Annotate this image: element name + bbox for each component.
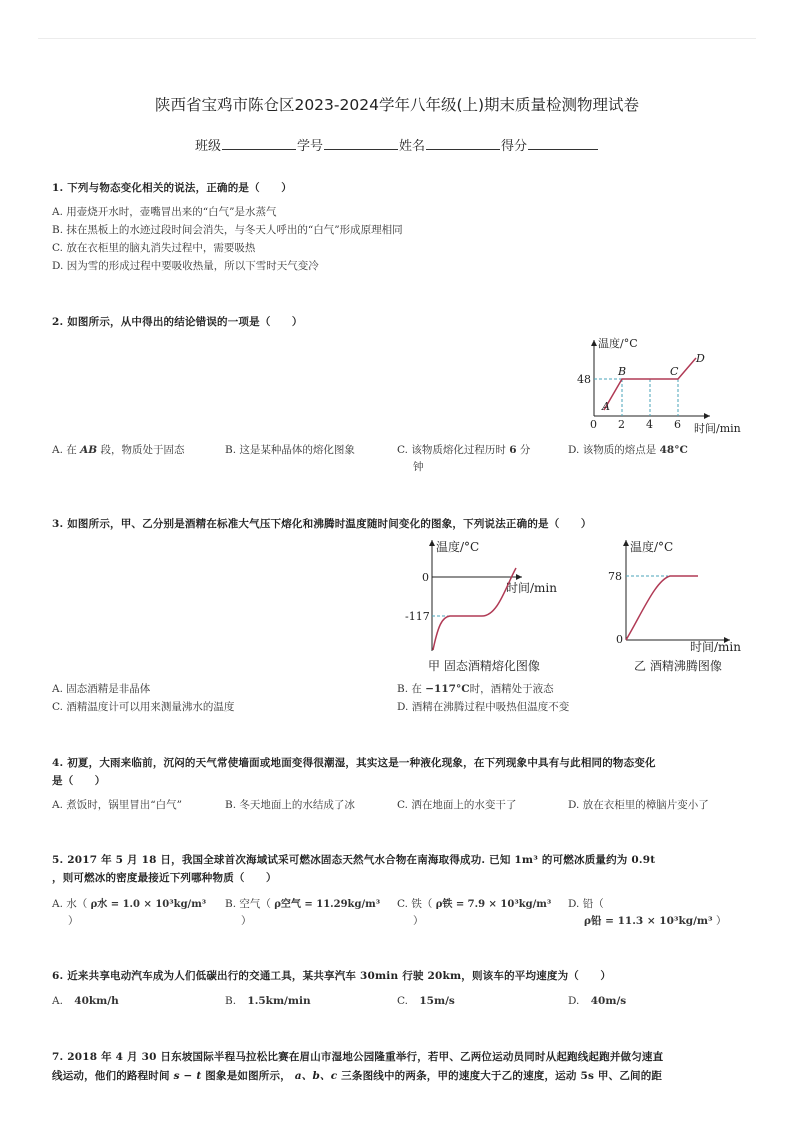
q5-b-math: ρ空气 = 11.29kg/m³ — [274, 899, 381, 910]
q2-x-tick-0: 0 — [590, 418, 597, 431]
q7-stem-line2 — [52, 1068, 662, 1083]
q6-option-b[interactable] — [225, 993, 311, 1010]
q5-b-close: ） — [241, 915, 252, 927]
q7-text-4: 甲、乙间的距 — [597, 1070, 663, 1082]
q3-b-text-2: 时，酒精处于液态 — [469, 683, 554, 695]
q2-stem: 2. 如图所示，从中得出的结论错误的一项是（ ） — [52, 316, 303, 328]
q6-stem-text-3: ，则该车的平均速度为（ ） — [461, 970, 612, 982]
q4-option-c[interactable]: C. 洒在地面上的水变干了 — [397, 799, 517, 811]
q3b-caption: 乙 酒精沸腾图像 — [634, 659, 722, 673]
q2-point-d: D — [696, 352, 705, 365]
id-label: 学号 — [296, 139, 323, 154]
q6-stem-math-1: 30min — [359, 970, 399, 982]
q2-y-label: 温度/°C — [598, 337, 638, 350]
q5-a-close: ） — [68, 915, 79, 927]
q2-melting-graph — [560, 332, 760, 438]
q6-d-label: D. — [568, 995, 580, 1007]
q6-option-d[interactable] — [568, 993, 626, 1010]
q2-option-a[interactable] — [52, 442, 184, 459]
q7-stem-line1: 7. 2018 年 4 月 30 日东坡国际半程马拉松比赛在眉山市湿地公园隆重举行，若甲、乙两位运动员同时从起跑线起跑并做匀速直 — [52, 1051, 664, 1063]
q5-a-math: ρ水 = 1.0 × 10³kg/m³ — [90, 899, 207, 910]
q6-stem — [52, 968, 611, 983]
q5-d-close: ） — [716, 915, 727, 927]
q6-a-value: 40km/h — [74, 995, 119, 1007]
q5-d-math: ρ铅 = 11.3 × 10³kg/m³ — [584, 915, 713, 927]
q2-option-d[interactable] — [568, 442, 688, 459]
id-blank[interactable] — [324, 137, 398, 150]
q2-x-tick-4: 4 — [646, 418, 653, 431]
q6-option-c[interactable] — [397, 993, 455, 1010]
name-label: 姓名 — [399, 139, 426, 154]
q2-c-math: 6 — [509, 444, 517, 456]
q3-graph-boiling — [598, 536, 758, 678]
q5-a-text: A. 水（ — [52, 898, 88, 910]
q6-b-value: 1.5km/min — [247, 995, 311, 1007]
q7-text-2: 图象是如图所示， — [205, 1070, 291, 1082]
q2-c-text-2: 分 — [519, 444, 531, 456]
q5-stem-math-2: 0.9t — [631, 854, 656, 866]
q5-b-text: B. 空气（ — [225, 898, 271, 910]
q3b-y-label: 温度/°C — [630, 540, 674, 554]
q5-d-text: D. 铅（ — [568, 898, 604, 910]
q3a-tick-melt: -117 — [405, 610, 430, 623]
q5-stem-text: 5. 2017 年 5 月 18 日，我国全球首次海域试采可燃冰固态天然气水合物在南海取得成功. 已知 — [52, 854, 511, 866]
q7-text: 线运动，他们的路程时间 — [52, 1070, 170, 1082]
q4-option-a[interactable]: A. 煮饭时，锅里冒出“白气” — [52, 799, 182, 811]
q3a-curve — [433, 568, 516, 650]
q2-d-text: D. 该物质的熔点是 — [568, 444, 657, 456]
score-label: 得分 — [501, 139, 528, 154]
q4-option-d[interactable]: D. 放在衣柜里的樟脑片变小了 — [568, 799, 709, 811]
q6-c-label: C. — [397, 995, 408, 1007]
q2-y-tick-48: 48 — [577, 373, 591, 386]
q6-stem-text-2: 行驶 — [402, 970, 424, 982]
q5-option-d[interactable] — [568, 896, 748, 930]
q5-stem-line2: ，则可燃冰的密度最接近下列哪种物质（ ） — [52, 872, 277, 884]
q1-option-b[interactable]: B. 抹在黑板上的水迹过段时间会消失，与冬天人呼出的“白气”形成原理相同 — [52, 224, 403, 236]
q2-c-text-3: 钟 — [413, 461, 424, 473]
q3b-tick-boil: 78 — [608, 570, 622, 583]
q4-option-b[interactable]: B. 冬天地面上的水结成了冰 — [225, 799, 355, 811]
q2-option-c[interactable] — [397, 442, 562, 476]
q7-math-st: s − t — [173, 1070, 202, 1082]
q5-option-b[interactable] — [225, 896, 395, 930]
q4-stem-line2: 是（ ） — [52, 775, 106, 787]
class-blank[interactable] — [222, 137, 296, 150]
q1-option-c[interactable]: C. 放在衣柜里的脑丸消失过程中，需要吸热 — [52, 242, 256, 254]
q1-option-d[interactable]: D. 因为雪的形成过程中要吸收热量，所以下雪时天气变冷 — [52, 260, 319, 272]
q2-a-text-2: 段，物质处于固态 — [100, 444, 185, 456]
q2-point-c: C — [670, 365, 679, 378]
q3b-curve — [626, 576, 698, 640]
q7-math-abc: a、b、c — [294, 1070, 338, 1082]
q2-point-a: A — [602, 400, 610, 413]
q2-x-tick-2: 2 — [618, 418, 625, 431]
q3a-tick-zero: 0 — [422, 571, 429, 584]
q2-x-tick-6: 6 — [674, 418, 681, 431]
q5-c-math: ρ铁 = 7.9 × 10³kg/m³ — [435, 899, 552, 910]
student-info-line — [0, 135, 794, 154]
page-title: 陕西省宝鸡市陈仓区2023-2024学年八年级(上)期末质量检测物理试卷 — [154, 96, 640, 114]
q2-point-b: B — [618, 365, 627, 378]
header-rule — [38, 38, 756, 39]
q5-c-text: C. 铁（ — [397, 898, 433, 910]
q3-graph-melting — [400, 536, 570, 678]
q2-c-text: C. 该物质熔化过程历时 — [397, 444, 506, 456]
q6-stem-text: 6. 近来共享电动汽车成为人们低碳出行的交通工具，某共享汽车 — [52, 970, 357, 982]
q3b-tick-zero: 0 — [616, 633, 623, 646]
q3-option-d[interactable]: D. 酒精在沸腾过程中吸热但温度不变 — [397, 701, 570, 713]
q3a-x-label: 时间/min — [506, 581, 557, 595]
q7-text-3: 三条图线中的两条，甲的速度大于乙的速度，运动 — [341, 1070, 577, 1082]
q6-stem-math-2: 20km — [427, 970, 462, 982]
q2-a-math: AB — [80, 444, 98, 456]
q3a-y-label: 温度/°C — [436, 540, 480, 554]
q5-stem-line1 — [52, 852, 655, 867]
q2-a-text: A. 在 — [52, 444, 77, 456]
q2-x-label: 时间/min — [694, 422, 741, 435]
q6-d-value: 40m/s — [590, 995, 627, 1007]
q5-c-close: ） — [413, 915, 424, 927]
q3-b-math: −117°C — [425, 683, 470, 695]
name-blank[interactable] — [426, 137, 500, 150]
q3-b-text: B. 在 — [397, 683, 422, 695]
q6-a-label: A. — [52, 995, 63, 1007]
q3-option-a[interactable]: A. 固态酒精是非晶体 — [52, 683, 151, 695]
q3-option-b[interactable] — [397, 681, 554, 698]
q6-b-label: B. — [225, 995, 237, 1007]
q2-d-math: 48°C — [659, 444, 688, 456]
q1-option-a[interactable]: A. 用壶烧开水时，壶嘴冒出来的“白气”是水蒸气 — [52, 206, 277, 218]
q6-option-a[interactable] — [52, 993, 119, 1010]
q5-stem-math-1: 1m³ — [514, 854, 539, 866]
q4-stem-line1: 4. 初夏，大雨来临前，沉闷的天气常使墙面或地面变得很潮湿，其实这是一种液化现象，在下列现象中具有与此相同的物态变化 — [52, 757, 656, 769]
q5-stem-text-2: 的可燃冰质量约为 — [541, 854, 628, 866]
class-label: 班级 — [194, 139, 221, 154]
q3-option-c[interactable]: C. 酒精温度计可以用来测量沸水的温度 — [52, 701, 235, 713]
score-blank[interactable] — [528, 137, 598, 150]
q5-option-a[interactable] — [52, 896, 222, 930]
q6-c-value: 15m/s — [419, 995, 455, 1007]
q3a-caption: 甲 固态酒精熔化图像 — [428, 659, 540, 673]
q1-stem: 1. 下列与物态变化相关的说法，正确的是（ ） — [52, 182, 292, 194]
q5-option-c[interactable] — [397, 896, 567, 930]
q2-option-b[interactable]: B. 这是某种晶体的熔化图象 — [225, 444, 355, 456]
q7-math-5s: 5s — [580, 1070, 595, 1082]
q3-stem: 3. 如图所示，甲、乙分别是酒精在标准大气压下熔化和沸腾时温度随时间变化的图象，下列说法正确的是（ ） — [52, 518, 592, 530]
q3b-x-label: 时间/min — [690, 640, 741, 654]
